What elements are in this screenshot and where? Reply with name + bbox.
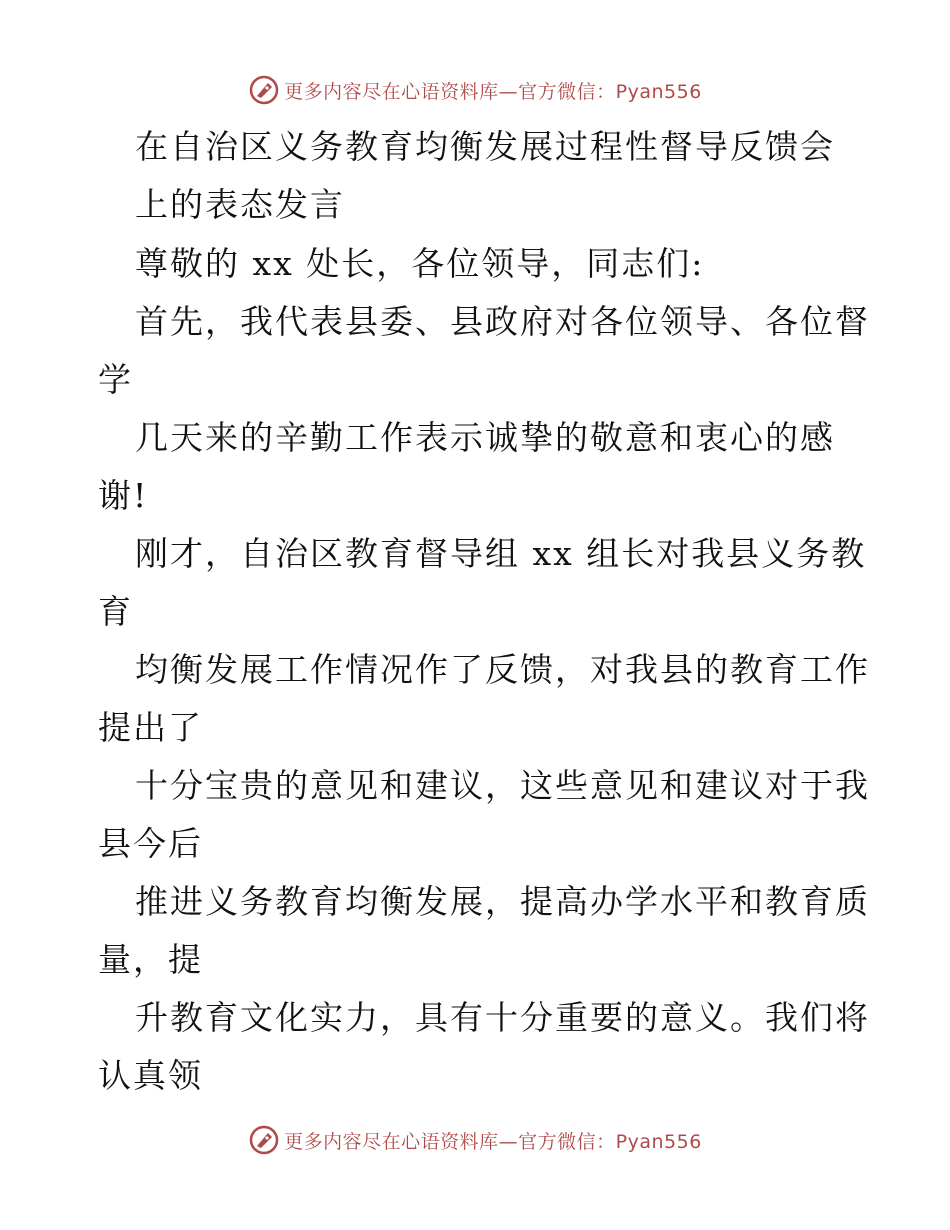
- footer-banner: [0, 1120, 950, 1160]
- document-title-line-1: 在自治区义务教育均衡发展过程性督导反馈会: [135, 127, 835, 166]
- body-line: 育: [98, 592, 133, 631]
- body-line: 十分宝贵的意见和建议，这些意见和建议对于我: [135, 766, 870, 805]
- body-line: 县今后: [98, 824, 203, 863]
- banner-text: 更多内容尽在心语资料库—官方微信：Pyan556: [284, 80, 702, 103]
- body-line: 刚才，自治区教育督导组 xx 组长对我县义务教: [135, 534, 867, 573]
- body-line: 学: [98, 360, 133, 399]
- body-line: 提出了: [98, 708, 203, 747]
- document-title-line-2: 上的表态发言: [135, 185, 345, 224]
- pen-nib-logo-icon: [248, 74, 280, 106]
- pen-nib-logo-icon: [248, 1124, 280, 1156]
- body-line: 谢!: [98, 476, 149, 515]
- body-line: 量，提: [98, 940, 203, 979]
- banner-text: 更多内容尽在心语资料库—官方微信：Pyan556: [284, 1130, 702, 1153]
- body-line: 认真领: [98, 1056, 203, 1095]
- body-line: 均衡发展工作情况作了反馈，对我县的教育工作: [135, 650, 870, 689]
- body-line: 升教育文化实力，具有十分重要的意义。我们将: [135, 998, 870, 1037]
- header-banner: [0, 70, 950, 110]
- salutation-line: 尊敬的 xx 处长，各位领导，同志们:: [135, 244, 705, 283]
- body-line: 几天来的辛勤工作表示诚挚的敬意和衷心的感: [135, 418, 835, 457]
- body-line: 首先，我代表县委、县政府对各位领导、各位督: [135, 302, 870, 341]
- body-line: 推进义务教育均衡发展，提高办学水平和教育质: [135, 882, 870, 921]
